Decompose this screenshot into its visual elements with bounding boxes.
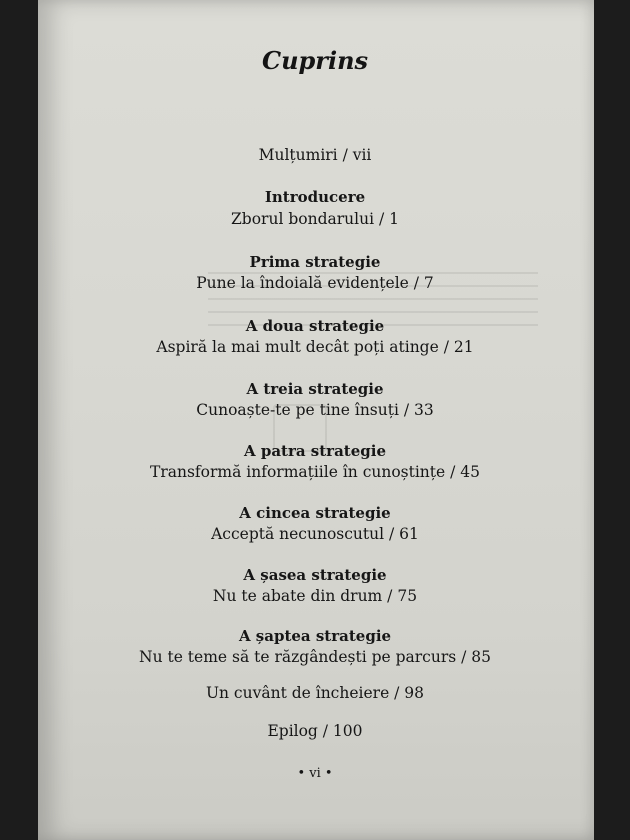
toc-heading-strategy-2: A doua strategie bbox=[245, 317, 385, 335]
toc-entry-strategy-4: Transformă informațiile în cunoștințe / 45 bbox=[150, 463, 480, 481]
toc-acknowledgements: Mulțumiri / vii bbox=[258, 146, 372, 164]
toc-heading-strategy-1: Prima strategie bbox=[249, 253, 381, 271]
toc-entry-strategy-6: Nu te abate din drum / 75 bbox=[212, 587, 418, 605]
toc-heading-strategy-7: A șaptea strategie bbox=[238, 627, 392, 645]
page-title: Cuprins bbox=[261, 46, 369, 75]
page-number: • vi • bbox=[297, 766, 333, 781]
toc-heading-introduction: Introducere bbox=[264, 188, 366, 206]
toc-entry-strategy-3: Cunoaște-te pe tine însuți / 33 bbox=[196, 401, 434, 419]
toc-entry-strategy-7: Nu te teme să te răzgândești pe parcurs / 85 bbox=[139, 648, 491, 666]
toc-entry-introduction: Zborul bondarului / 1 bbox=[231, 210, 399, 228]
toc-heading-strategy-3: A treia strategie bbox=[246, 380, 384, 398]
toc-entry-closing: Un cuvânt de încheiere / 98 bbox=[205, 684, 425, 702]
toc-heading-strategy-5: A cincea strategie bbox=[239, 504, 391, 522]
toc-heading-strategy-6: A șasea strategie bbox=[243, 566, 387, 584]
toc-heading-strategy-4: A patra strategie bbox=[243, 442, 387, 460]
book-page bbox=[38, 0, 594, 840]
toc-entry-strategy-2: Aspiră la mai mult decât poți atinge / 21 bbox=[156, 338, 474, 356]
toc-entry-strategy-1: Pune la îndoială evidențele / 7 bbox=[196, 274, 434, 292]
toc-entry-epilog: Epilog / 100 bbox=[267, 722, 363, 740]
toc-entry-strategy-5: Acceptă necunoscutul / 61 bbox=[211, 525, 419, 543]
